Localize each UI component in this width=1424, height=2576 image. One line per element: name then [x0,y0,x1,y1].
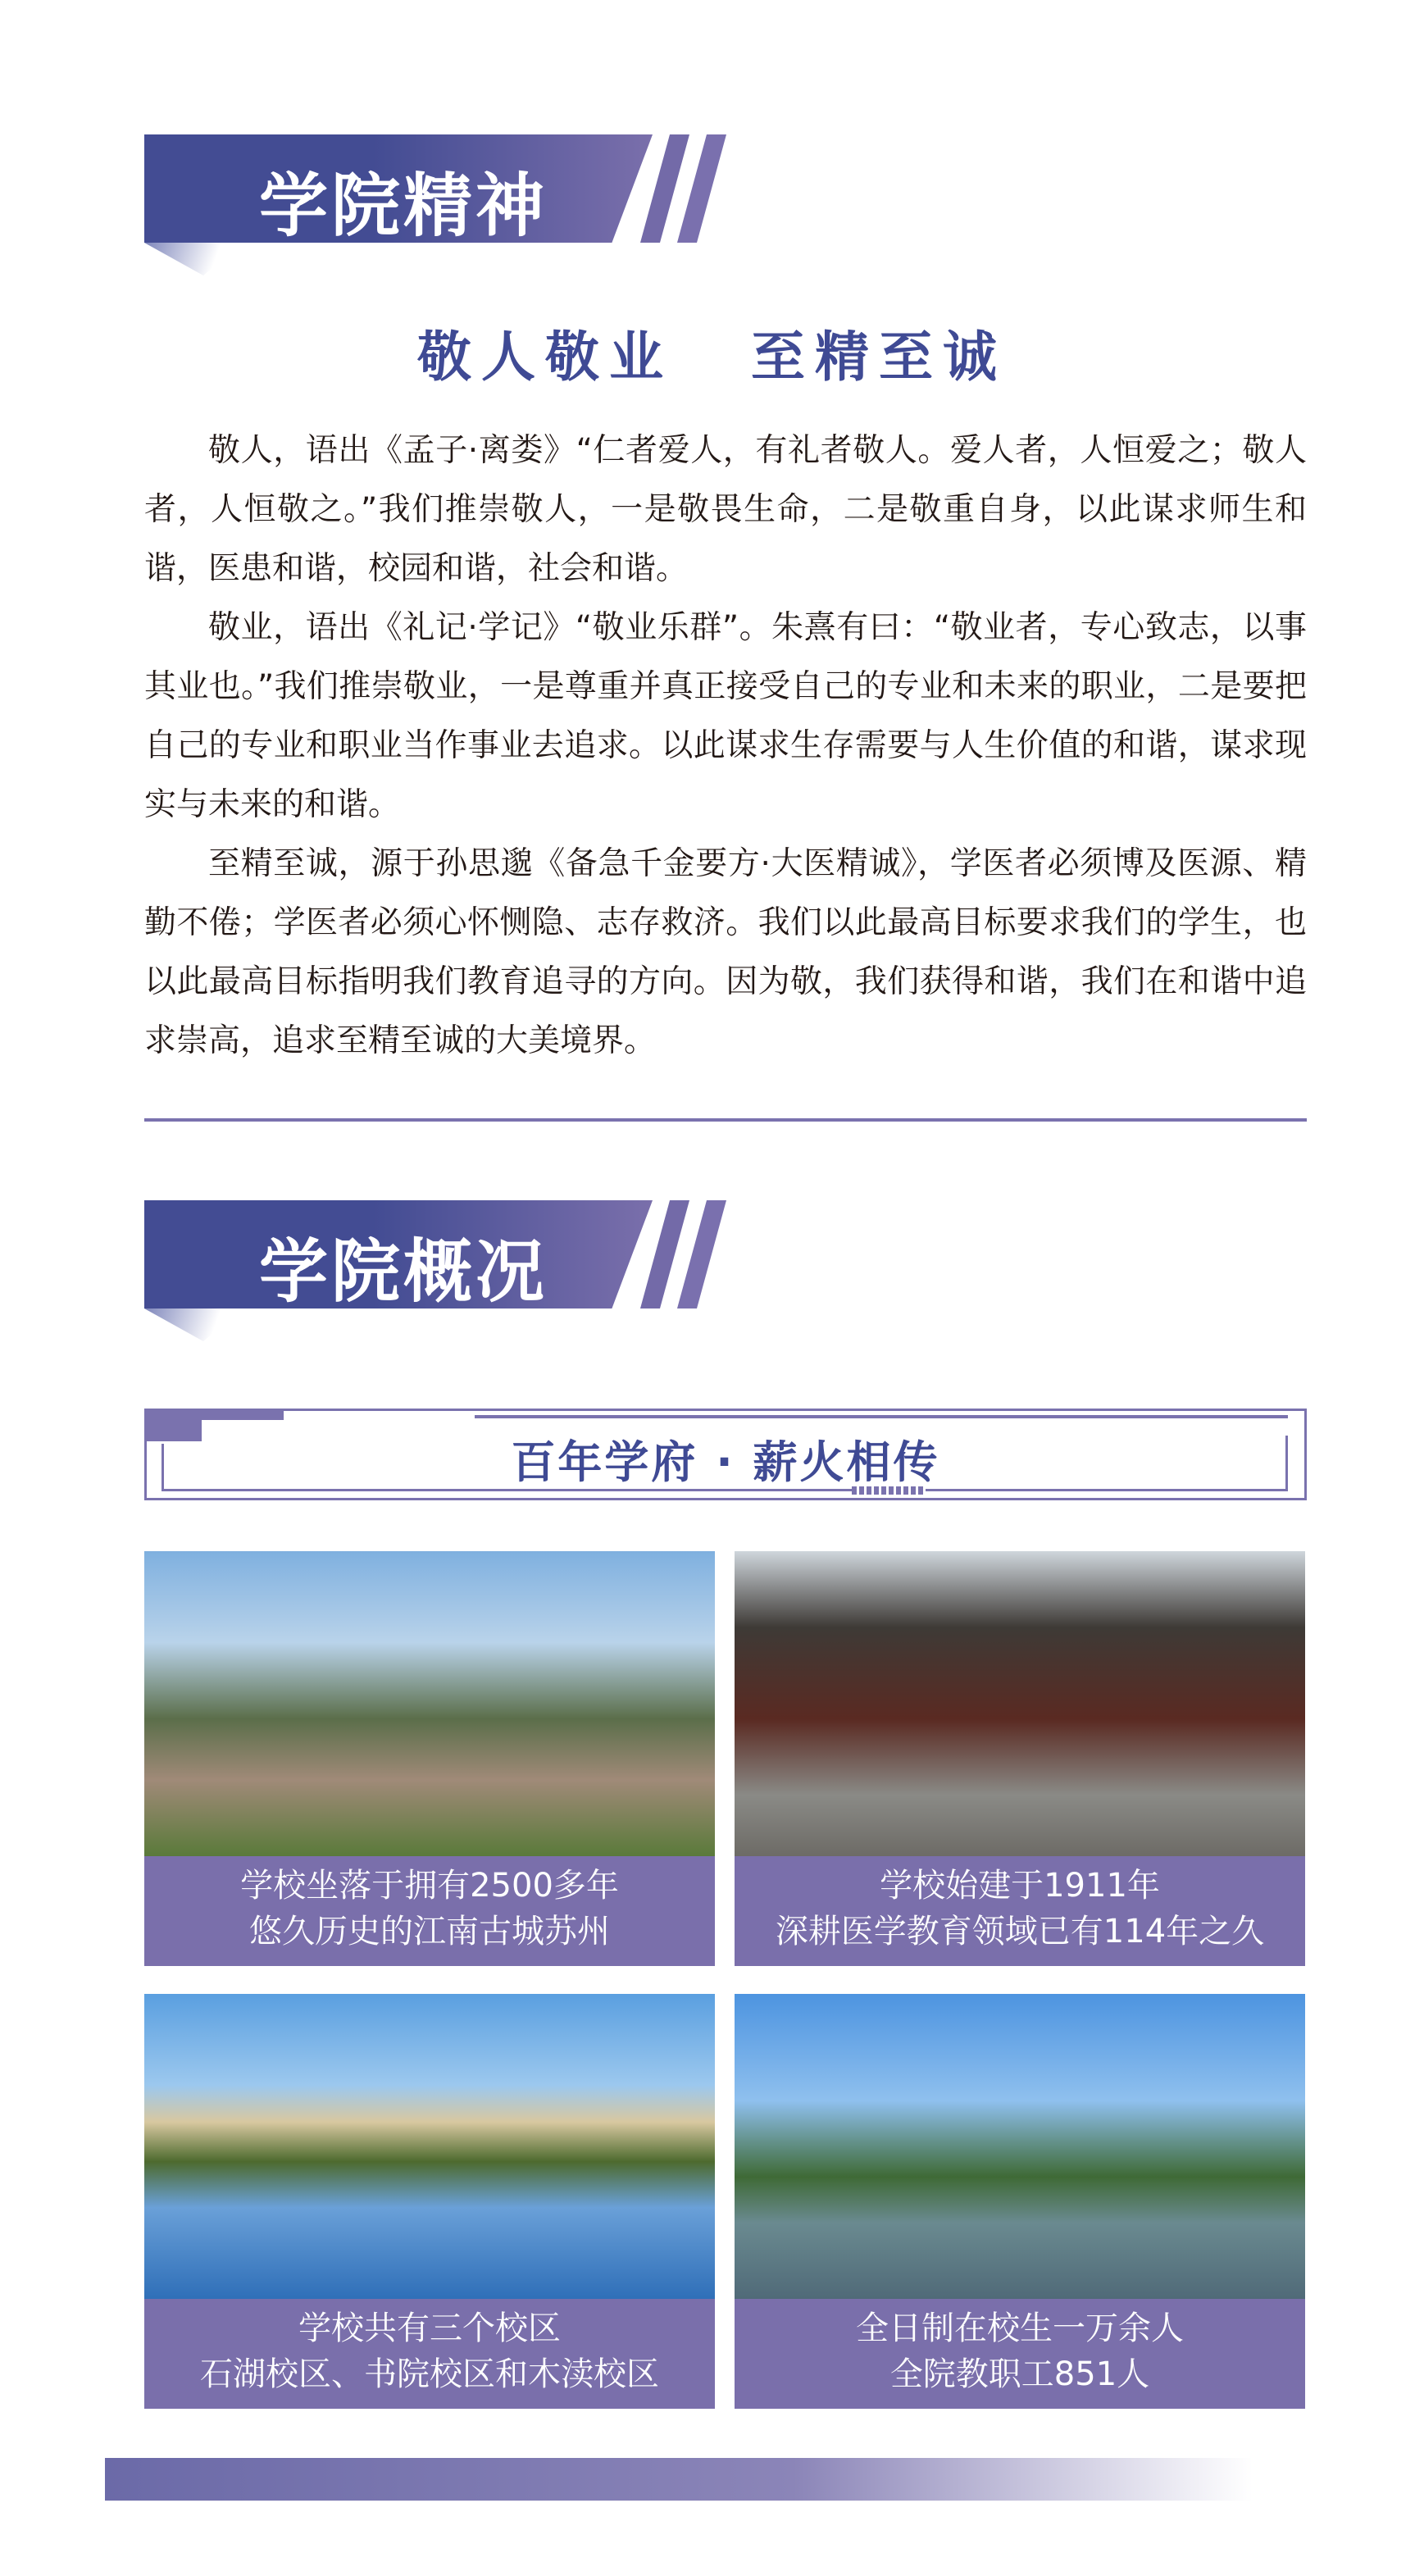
footer-bar [105,2458,1253,2501]
divider [144,1118,1307,1122]
photo-card [144,1551,715,1966]
section-title: 学院精神 [259,166,548,246]
caption-line: 全院教职工851人 [889,2355,1150,2393]
photo-campus-lake [144,1994,715,2299]
motto-part: 敬人敬业 [417,325,673,389]
subtitle-frame [144,1409,1307,1500]
photo-campus-building [735,1994,1305,2299]
paragraph: 敬业，语出《礼记·学记》“敬业乐群”。朱熹有曰：“敬业者，专心致志，以事其业也。”我们推崇敬业，一是尊重并真正接受自己的专业和未来的职业，二是要把自己的专业和职业当作事业去追求。以此谋求生存需要与人生价值的和谐，谋求现实与未来的和谐。 [144,609,1307,823]
photo-card [144,1994,715,2409]
caption-line: 学校坐落于拥有2500多年 [240,1867,619,1905]
photo-gate [735,1551,1305,1856]
section-header-spirit [144,134,735,246]
motto [0,313,1424,391]
paragraph: 敬人，语出《孟子·离娄》“仁者爱人，有礼者敬人。爱人者，人恒爱之；敬人者，人恒敬之。”我们推崇敬人，一是敬畏生命，二是敬重自身，以此谋求师生和谐，医患和谐，校园和谐，社会和谐。 [144,432,1307,587]
photo-card [735,1551,1305,1966]
subtitle: 百年学府 · 薪火相传 [511,1436,940,1488]
section-header-overview [144,1200,735,1312]
caption-line: 学校共有三个校区 [298,2310,561,2347]
section-title: 学院概况 [259,1231,548,1312]
caption-line: 石湖校区、书院校区和木渎校区 [200,2355,659,2393]
caption-line: 全日制在校生一万余人 [856,2310,1184,2347]
photo-pavilion [144,1551,715,1856]
photo-card [735,1994,1305,2409]
caption-line: 深耕医学教育领域已有114年之久 [775,1913,1265,1950]
paragraph: 至精至诚，源于孙思邈《备急千金要方·大医精诚》，学医者必须博及医源、精勤不倦；学医者必须心怀恻隐、志存救济。我们以此最高目标要求我们的学生，也以此最高目标指明我们教育追寻的方向。因为敬，我们获得和谐，我们在和谐中追求崇高，追求至精至诚的大美境界。 [144,845,1307,1059]
caption-line: 悠久历史的江南古城苏州 [249,1913,610,1950]
caption-line: 学校始建于1911年 [880,1867,1160,1905]
motto-part: 至精至诚 [750,325,1007,389]
